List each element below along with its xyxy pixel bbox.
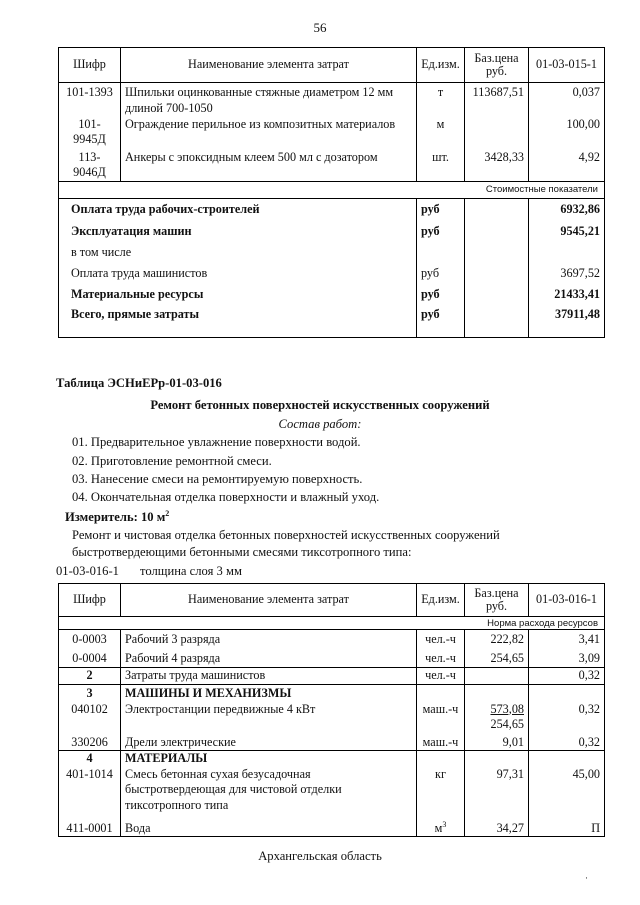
summary-unit: руб: [417, 221, 465, 243]
row-unit: кг: [417, 767, 465, 817]
header-name: Наименование элемента затрат: [121, 48, 417, 83]
summary-row: [59, 263, 605, 285]
row-name: Вода: [121, 817, 417, 837]
row-price: 97,31: [465, 767, 529, 817]
footer-region: Архангельская область: [258, 849, 382, 863]
row-name: Рабочий 3 разряда: [121, 630, 417, 650]
header-column-code: 01-03-015-1: [529, 48, 605, 83]
work-item: 02. Приготовление ремонтной смеси.: [72, 454, 272, 468]
table-header-row: [59, 48, 605, 83]
row-name: Дрели электрические: [121, 733, 417, 751]
header-code: Шифр: [59, 584, 121, 617]
table-row: [59, 150, 605, 182]
row-price: 9,01: [465, 733, 529, 751]
row-price: [465, 668, 529, 685]
row-code: 113-9046Д: [59, 150, 121, 182]
meter-label: [65, 509, 169, 525]
table-row: [59, 733, 605, 751]
row-price: 222,82: [465, 630, 529, 650]
table-row: [59, 630, 605, 650]
works-heading: Состав работ:: [278, 417, 362, 431]
row-code: 330206: [59, 733, 121, 751]
row-value: 3,41: [529, 630, 605, 650]
summary-unit: руб: [417, 305, 465, 337]
table-header-row: [59, 584, 605, 617]
row-unit: шт.: [417, 150, 465, 182]
row-unit: чел.-ч: [417, 630, 465, 650]
row-code: 2: [59, 668, 121, 685]
row-unit: м: [434, 820, 443, 835]
row-name: Шпильки оцинкованные стяжные диаметром 12 мм длиной 700-1050: [121, 83, 417, 117]
summary-unit: руб: [417, 263, 465, 285]
row-value: 0,32: [529, 702, 605, 733]
scan-mark: ·: [585, 873, 588, 883]
row-unit: чел.-ч: [417, 650, 465, 668]
row-code: 0-0003: [59, 630, 121, 650]
page-number: 56: [313, 20, 327, 35]
resource-table-016: [58, 583, 605, 837]
section-name: МАТЕРИАЛЫ: [121, 751, 417, 767]
summary-row: [59, 305, 605, 337]
row-code: 101-1393: [59, 83, 121, 117]
header-unit: Ед.изм.: [417, 584, 465, 617]
row-value: 4,92: [529, 150, 605, 182]
row-price-cell: [465, 702, 529, 733]
row-code: 411-0001: [59, 817, 121, 837]
table-row: [59, 668, 605, 685]
summary-unit: [417, 243, 465, 263]
norm-row: [59, 617, 605, 630]
section-name: МАШИНЫ И МЕХАНИЗМЫ: [121, 685, 417, 702]
row-name-cell: [121, 767, 417, 817]
row-code: 040102: [59, 702, 121, 733]
row-name: Смесь бетонная сухая безусадочная: [125, 766, 311, 781]
row-unit-cell: [417, 817, 465, 837]
summary-row: [59, 198, 605, 221]
row-price: 3428,33: [465, 150, 529, 182]
row-price-secondary: 254,65: [490, 717, 524, 731]
summary-name: Оплата труда рабочих-строителей: [59, 198, 417, 221]
variant-code: 01-03-016-1: [56, 564, 119, 578]
norm-label: Норма расхода ресурсов: [59, 617, 605, 630]
table-title: Таблица ЭСНиЕРр-01-03-016: [56, 376, 222, 390]
summary-row: [59, 243, 605, 263]
row-price: 254,65: [465, 650, 529, 668]
table-subtitle: Ремонт бетонных поверхностей искусственных сооружений: [150, 398, 490, 412]
meter-text: Измеритель: 10 м: [65, 510, 166, 525]
row-unit: маш.-ч: [417, 733, 465, 751]
row-value: 45,00: [529, 767, 605, 817]
summary-name: Эксплуатация машин: [59, 221, 417, 243]
work-item: 01. Предварительное увлажнение поверхности водой.: [72, 435, 361, 449]
table-row: [59, 117, 605, 150]
table-row: [59, 817, 605, 837]
meter-superscript: 2: [165, 509, 170, 518]
summary-value: [529, 243, 605, 263]
header-unit: Ед.изм.: [417, 48, 465, 83]
description-line: быстротвердеющими бетонными смесями тиксотропного типа:: [72, 545, 412, 559]
description-line: Ремонт и чистовая отделка бетонных поверхностей искусственных сооружений: [72, 528, 500, 542]
indicators-row: [59, 181, 605, 198]
row-code: 0-0004: [59, 650, 121, 668]
resource-table-015: [58, 47, 605, 338]
row-name: Электростанции передвижные 4 кВт: [121, 702, 417, 733]
summary-name: в том числе: [59, 243, 417, 263]
row-price: 113687,51: [465, 83, 529, 117]
summary-value: 6932,86: [529, 198, 605, 221]
table-row: [59, 650, 605, 668]
section-code: 4: [59, 751, 121, 767]
row-name: Затраты труда машинистов: [121, 668, 417, 685]
summary-unit: руб: [417, 198, 465, 221]
section-row: [59, 751, 605, 767]
summary-name: Материальные ресурсы: [59, 285, 417, 305]
summary-row: [59, 221, 605, 243]
summary-unit: руб: [417, 285, 465, 305]
section-row: [59, 685, 605, 702]
header-price: Баз.цена руб.: [465, 48, 529, 83]
row-value: 0,32: [529, 668, 605, 685]
row-name: Ограждение перильное из композитных материалов: [121, 117, 417, 150]
table-row: [59, 702, 605, 733]
header-name: Наименование элемента затрат: [121, 584, 417, 617]
summary-value: 37911,48: [529, 305, 605, 337]
row-price: 34,27: [465, 817, 529, 837]
summary-name: Оплата труда машинистов: [59, 263, 417, 285]
variant-text: толщина слоя 3 мм: [140, 564, 242, 578]
summary-value: 3697,52: [529, 263, 605, 285]
row-price: 573,08: [490, 701, 524, 716]
row-unit: чел.-ч: [417, 668, 465, 685]
row-code: 401-1014: [59, 767, 121, 817]
row-value: 0,32: [529, 733, 605, 751]
summary-value: 21433,41: [529, 285, 605, 305]
summary-value: 9545,21: [529, 221, 605, 243]
row-value: 3,09: [529, 650, 605, 668]
section-code: 3: [59, 685, 121, 702]
row-name: быстротвердеющая для чистовой отделки: [125, 782, 342, 796]
work-item: 03. Нанесение смеси на ремонтируемую поверхность.: [72, 472, 363, 486]
row-unit: маш.-ч: [417, 702, 465, 733]
summary-name: Всего, прямые затраты: [59, 305, 417, 337]
header-column-code: 01-03-016-1: [529, 584, 605, 617]
table-row: [59, 83, 605, 117]
table-row: [59, 767, 605, 817]
row-value: 100,00: [529, 117, 605, 150]
row-value: 0,037: [529, 83, 605, 117]
row-name: Анкеры с эпоксидным клеем 500 мл с дозатором: [121, 150, 417, 182]
row-code: 101-9945Д: [59, 117, 121, 150]
unit-superscript: 3: [442, 819, 447, 829]
row-value: П: [529, 817, 605, 837]
work-item: 04. Окончательная отделка поверхности и влажный уход.: [72, 490, 380, 504]
indicators-label: Стоимостные показатели: [59, 181, 605, 198]
row-unit: т: [417, 83, 465, 117]
row-name: Рабочий 4 разряда: [121, 650, 417, 668]
header-code: Шифр: [59, 48, 121, 83]
row-name: тиксотропного типа: [125, 797, 229, 812]
summary-row: [59, 285, 605, 305]
row-price: [465, 117, 529, 150]
header-price: Баз.цена руб.: [465, 584, 529, 617]
row-unit: м: [417, 117, 465, 150]
